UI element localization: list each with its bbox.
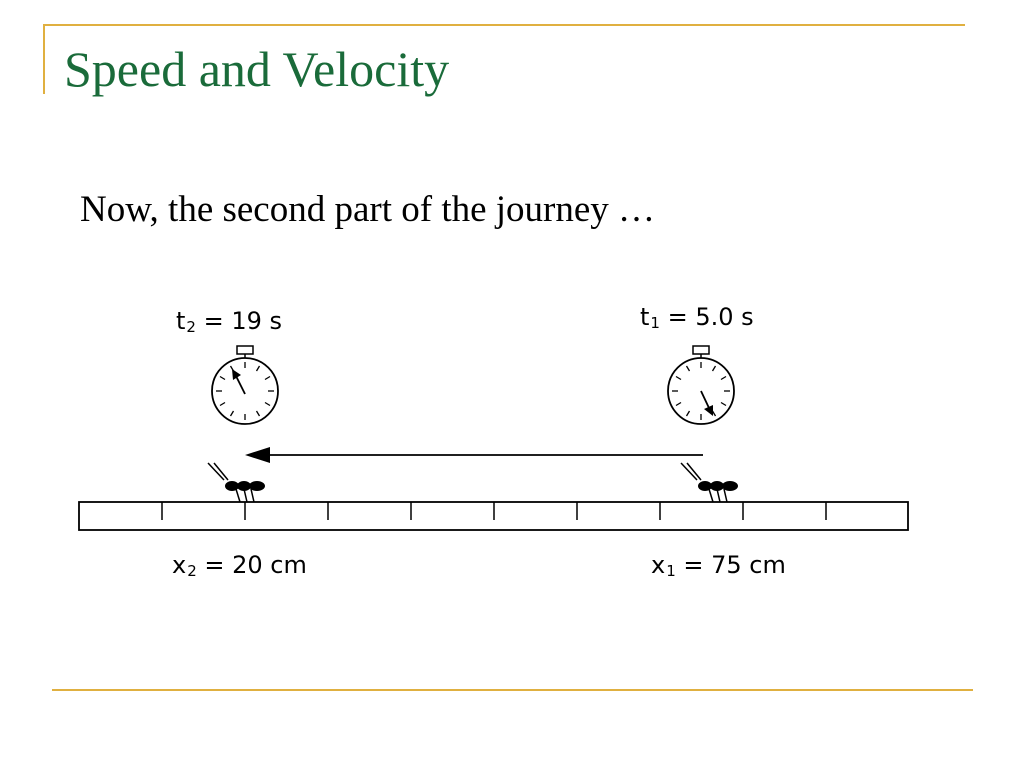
position-1-label: $x_1 = 75$ cm <box>651 551 786 580</box>
ruler-icon <box>79 502 908 530</box>
ant-icon <box>681 463 738 502</box>
arrow-icon <box>245 447 703 463</box>
slide-title: Speed and Velocity <box>64 41 450 97</box>
position-2-label: $x_2 = 20$ cm <box>172 551 307 580</box>
ant-icon <box>208 463 265 502</box>
slide-subtitle: Now, the second part of the journey … <box>80 189 656 230</box>
time-1-label: $t_1 = 5.0$ s <box>640 303 754 332</box>
stopwatch-icon <box>668 346 734 424</box>
stopwatch-icon <box>212 346 278 424</box>
time-2-label: $t_2 = 19$ s <box>176 307 283 336</box>
